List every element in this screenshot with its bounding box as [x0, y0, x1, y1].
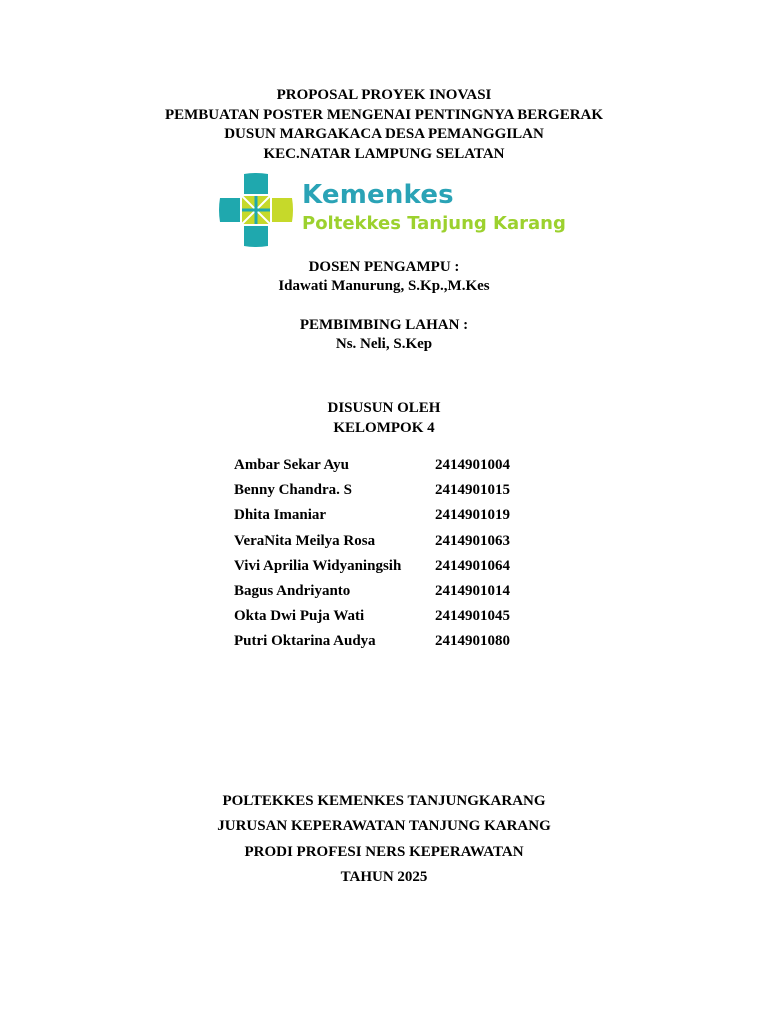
member-nim: 2414901004: [435, 457, 510, 473]
kemenkes-logo-icon: [218, 172, 294, 248]
title-line: PROPOSAL PROYEK INOVASI: [276, 87, 492, 103]
member-name: VeraNita Meilya Rosa: [234, 532, 376, 549]
member-nim: 2414901014: [435, 582, 510, 599]
member-name: Benny Chandra. S: [234, 482, 352, 499]
member-name: Dhita Imaniar: [234, 507, 327, 524]
member-name: Vivi Aprilia Widyaningsih: [234, 557, 402, 574]
field-supervisor-label: PEMBIMBING LAHAN :: [299, 317, 469, 333]
member-row: [234, 532, 554, 557]
supervisor-name: Idawati Manurung, S.Kp.,M.Kes: [278, 278, 490, 294]
member-name: Putri Oktarina Audya: [234, 633, 376, 650]
document-title: [0, 86, 768, 164]
member-nim: 2414901045: [435, 608, 510, 625]
institution-name: POLTEKKES KEMENKES TANJUNGKARANG: [222, 793, 546, 809]
title-line: DUSUN MARGAKACA DESA PEMANGGILAN: [224, 126, 544, 142]
title-line: PEMBUATAN POSTER MENGENAI PENTINGNYA BERGERAK: [164, 106, 604, 123]
field-supervisor-name: Ns. Neli, S.Kep: [335, 336, 433, 352]
member-nim: 2414901063: [435, 532, 510, 549]
member-row: [234, 632, 554, 657]
member-nim: 2414901019: [435, 507, 510, 524]
member-name: Bagus Andriyanto: [234, 582, 351, 599]
member-list: [234, 456, 554, 658]
kemenkes-logo: [214, 170, 566, 250]
member-row: [234, 456, 554, 481]
compiled-by-label: DISUSUN OLEH: [327, 400, 441, 416]
member-row: [234, 582, 554, 607]
member-nim: 2414901080: [435, 633, 510, 650]
program-name: PRODI PROFESI NERS KEPERAWATAN: [244, 844, 524, 860]
logo-name: Kemenkes: [302, 180, 454, 210]
group-label: KELOMPOK 4: [333, 420, 435, 436]
supervisor-label: DOSEN PENGAMPU :: [308, 259, 460, 275]
year-label: TAHUN 2025: [340, 869, 428, 885]
department-name: JURUSAN KEPERAWATAN TANJUNG KARANG: [217, 818, 551, 834]
member-row: [234, 557, 554, 582]
member-name: Ambar Sekar Ayu: [234, 457, 350, 473]
member-name: Okta Dwi Puja Wati: [234, 608, 365, 625]
member-row: [234, 506, 554, 531]
logo-subtitle: Poltekkes Tanjung Karang: [302, 213, 566, 234]
member-row: [234, 607, 554, 632]
member-nim: 2414901064: [435, 557, 510, 574]
member-row: [234, 481, 554, 506]
member-nim: 2414901015: [435, 482, 510, 499]
title-line: KEC.NATAR LAMPUNG SELATAN: [263, 145, 505, 162]
